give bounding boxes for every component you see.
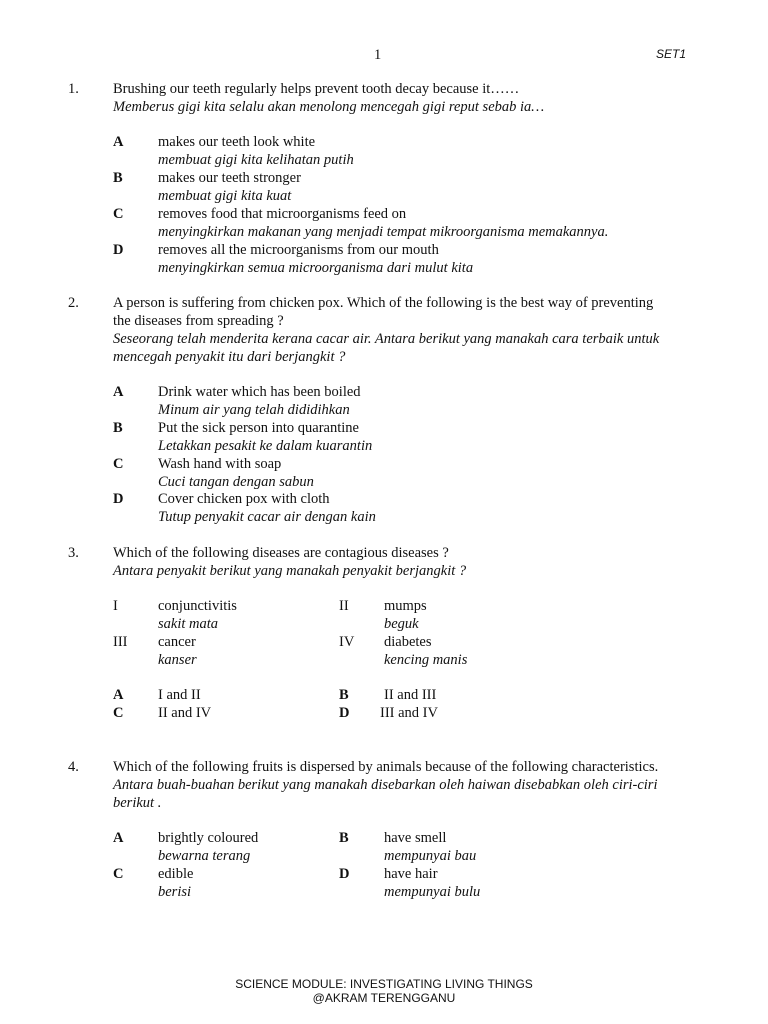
option-letter: B [339, 687, 349, 703]
item-roman: III [113, 634, 128, 650]
item-text-ms: beguk [384, 616, 419, 632]
question-text-ms: mencegah penyakit itu dari berjangkit ? [113, 349, 346, 365]
option-text-ms: membuat gigi kita kelihatan putih [158, 152, 354, 168]
page-number: 1 [374, 47, 382, 63]
question-text-en: the diseases from spreading ? [113, 313, 284, 329]
option-text: I and II [158, 687, 201, 703]
item-text-ms: sakit mata [158, 616, 219, 632]
option-letter: A [113, 830, 124, 846]
set-label: SET1 [656, 47, 687, 61]
item-text-en: conjunctivitis [158, 598, 237, 614]
option-text-en: Drink water which has been boiled [158, 384, 361, 400]
option-text-en: removes all the microorganisms from our mouth [158, 242, 439, 258]
option-text-en: edible [158, 866, 194, 882]
footer-author: @AKRAM TERENGGANU [312, 991, 456, 1005]
item-text-en: mumps [384, 598, 427, 614]
option-letter: B [113, 420, 123, 436]
option-letter: A [113, 687, 124, 703]
question-text-en: Brushing our teeth regularly helps prevent tooth decay because it…… [113, 81, 520, 97]
option-text-en: makes our teeth stronger [158, 170, 301, 186]
question-text-en: Which of the following diseases are contagious diseases ? [113, 545, 449, 561]
question-text-ms: Seseorang telah menderita kerana cacar air. Antara berikut yang manakah cara terbaik untuk [113, 331, 660, 347]
option-text-en: have hair [384, 866, 438, 882]
option-text-en: Put the sick person into quarantine [158, 420, 359, 436]
option-text-ms: Letakkan pesakit ke dalam kuarantin [158, 438, 373, 454]
question-number: 4. [68, 759, 79, 775]
option-letter: D [113, 491, 124, 507]
option-text-ms: bewarna terang [158, 848, 251, 864]
option-text: III and IV [380, 705, 438, 721]
question-number: 2. [68, 295, 79, 311]
option-letter: A [113, 134, 124, 150]
option-letter: C [113, 866, 124, 882]
item-text-en: cancer [158, 634, 196, 650]
option-letter: B [113, 170, 123, 186]
question-number: 3. [68, 545, 79, 561]
option-letter: C [113, 206, 124, 222]
item-text-ms: kanser [158, 652, 197, 668]
option-text-en: have smell [384, 830, 447, 846]
option-text-en: Cover chicken pox with cloth [158, 491, 330, 507]
option-letter: C [113, 705, 124, 721]
item-text-ms: kencing manis [384, 652, 468, 668]
option-letter: A [113, 384, 124, 400]
item-text-en: diabetes [384, 634, 432, 650]
option-text-ms: menyingkirkan semua microorganisma dari mulut kita [158, 260, 474, 276]
option-letter: C [113, 456, 124, 472]
item-roman: I [113, 598, 118, 614]
option-text-ms: membuat gigi kita kuat [158, 188, 292, 204]
option-text-ms: Minum air yang telah dididihkan [158, 402, 350, 418]
option-text-ms: menyingkirkan makanan yang menjadi tempat mikroorganisma memakannya. [158, 224, 609, 240]
option-text-ms: Tutup penyakit cacar air dengan kain [158, 509, 376, 525]
question-text-en: A person is suffering from chicken pox. Which of the following is the best way of preventing [113, 295, 654, 311]
item-roman: II [339, 598, 349, 614]
option-text-en: Wash hand with soap [158, 456, 282, 472]
footer-title: SCIENCE MODULE: INVESTIGATING LIVING THINGS [235, 977, 533, 991]
option-text-ms: berisi [158, 884, 192, 900]
option-text: II and IV [158, 705, 212, 721]
option-text-en: makes our teeth look white [158, 134, 316, 150]
option-letter: B [339, 830, 349, 846]
question-text-ms: Memberus gigi kita selalu akan menolong mencegah gigi reput sebab ia… [113, 99, 545, 115]
option-letter: D [339, 705, 350, 721]
option-text: II and III [384, 687, 437, 703]
option-text-en: brightly coloured [158, 830, 259, 846]
question-text-ms: Antara buah-buahan berikut yang manakah disebarkan oleh haiwan disebabkan oleh ciri-ciri [113, 777, 658, 793]
question-text-ms: berikut . [113, 795, 162, 811]
option-letter: D [113, 242, 124, 258]
option-letter: D [339, 866, 350, 882]
option-text-ms: mempunyai bulu [384, 884, 481, 900]
option-text-ms: Cuci tangan dengan sabun [158, 474, 314, 490]
item-roman: IV [339, 634, 355, 650]
question-number: 1. [68, 81, 79, 97]
question-text-ms: Antara penyakit berikut yang manakah penyakit berjangkit ? [113, 563, 467, 579]
option-text-ms: mempunyai bau [384, 848, 477, 864]
option-text-en: removes food that microorganisms feed on [158, 206, 407, 222]
question-text-en: Which of the following fruits is dispersed by animals because of the following characteristics. [113, 759, 659, 775]
